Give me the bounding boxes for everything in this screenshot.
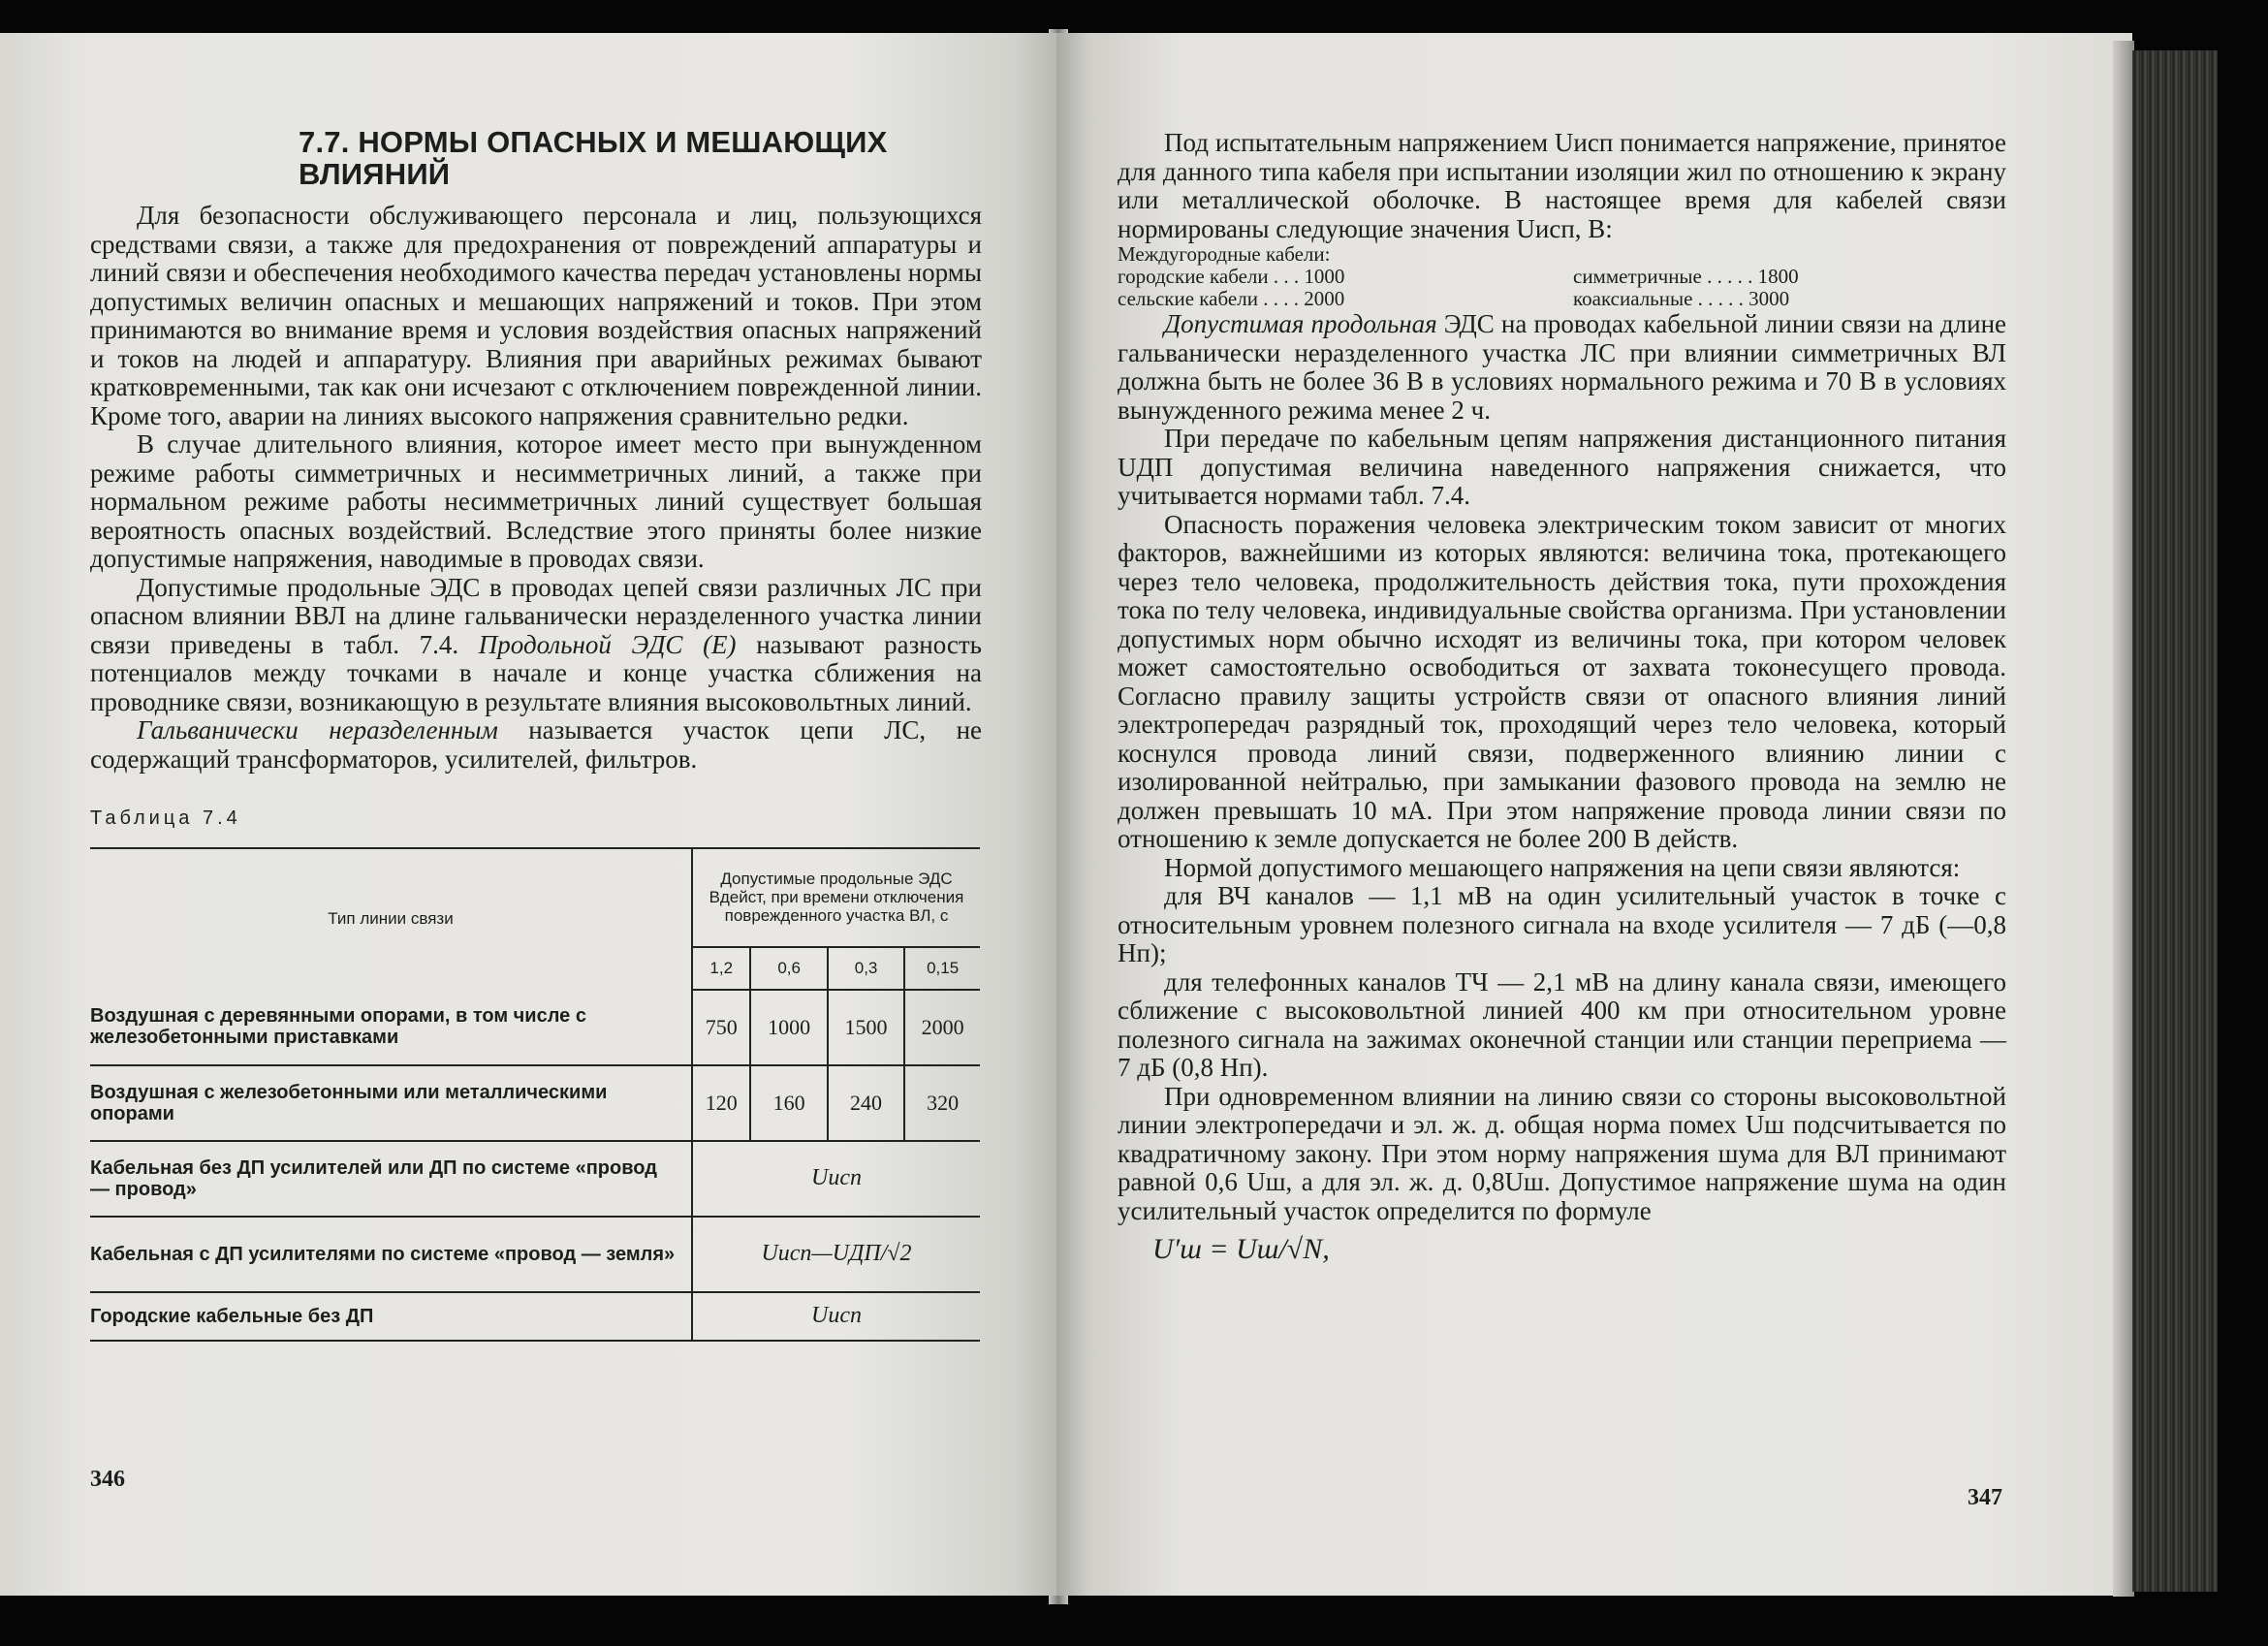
time-header: 1,2 [692,947,750,990]
row-span-value: Uисп [692,1292,980,1341]
row-span-value: Uисп [692,1141,980,1217]
page-block-edges [2132,50,2218,1592]
time-header: 0,3 [828,947,904,990]
time-header: 0,6 [750,947,827,990]
paragraph: При одновременном влиянии на линию связи со стороны высоковольтной линии электропередачи и эл. ж. д. общая норма помех Uш подсчитывается по квадратичному закону. При этом норму напряжения шума для ВЛ принимают равной 0,6 Uш, а для эл. ж. д. 0,8Uш. Допустимое напряжение шума на один усилительный участок определится по формуле [1118,1081,2006,1225]
paragraph: Опасность поражения человека электрическим током зависит от многих факторов, важнейшими из которых являются: величина тока, протекающего через тело человека, продолжительность действия тока, пути прохождения тока по телу человека, индивидуальные свойства организма. При установлении допустимых норм обычно исходят из величины тока, при котором человек может самостоятельно освободиться от захвата токонесущего провода. Согласно правилу защиты устройств связи от опасного влияния линий электропередач разрядный ток, проходящий через тело человека, который коснулся провода линий связи, подверженного влиянию линии с изолированной нейтралью, при замыкании фазового провода на землю не должен превышать 10 мА. При этом напряжение провода линии связи по отношению к земле допускается не более 200 В действ. [1118,509,2006,853]
row-type: Воздушная с деревянными опорами, в том числе с железобетонными приставками [90,990,692,1065]
intercity-row [1118,266,2006,288]
page-number: 347 [1968,1485,2002,1510]
paragraph-text: называют разность потенциалов между точками в начале и конце участка сближения на проводнике связи, возникающую в результате влияния высоковольтных линий. [90,629,982,716]
intercity-right: симметричные . . . . . 1800 [1573,265,1799,288]
row-value: 160 [750,1065,827,1141]
table-caption: Таблица 7.4 [90,807,241,829]
term-italic: Гальванически неразделенным [137,715,498,744]
formula: U′ш = Uш/√N, [1152,1233,1330,1265]
row-type: Городские кабельные без ДП [90,1292,692,1341]
page-edge-light [2113,41,2134,1597]
row-value: 240 [828,1065,904,1141]
row-value: 1000 [750,990,827,1065]
paragraph [90,574,982,717]
term-italic: Допустимая продольная [1164,309,1437,338]
term-italic: Продольной ЭДС (Е) [478,629,737,659]
intercity-left: сельские кабели . . . . 2000 [1118,287,1345,310]
paragraph: для ВЧ каналов — 1,1 мВ на один усилительный участок в точке с относительным уровнем полезного сигнала на входе усилителя — 7 дБ (—0,8 Нп); [1118,881,2006,967]
table-7-4 [90,847,980,1342]
row-value: 320 [904,1065,980,1141]
table-row [90,1217,980,1292]
paragraph-text: называется участок цепи ЛС, не содержащий трансформаторов, усилителей, фильтров. [90,715,982,774]
table-row [90,1292,980,1341]
paragraph: В случае длительного влияния, которое имеет место при вынужденном режиме работы симметричных и несимметричных линий, а также при нормальном режиме работы несимметричных линий существует большая вероятность опасных воздействий. Вследствие этого приняты более низкие допустимые напряжения, наводимые в проводах связи. [90,429,982,573]
row-span-value: Uисп—UДП/√2 [692,1217,980,1292]
paragraph [1118,310,2006,425]
table-row [90,1141,980,1217]
table-row [90,990,980,1065]
paragraph [90,716,982,774]
paragraph: Для безопасности обслуживающего персонала и лиц, пользующихся средствами связи, а также для предохранения от повреждений аппаратуры и линий связи и обеспечения необходимого качества передач установлены нормы допустимых величин опасных и мешающих напряжений и токов. При этом принимаются во внимание время и условия воздействия опасных напряжений и токов на людей и аппаратуру. Влияния при аварийных режимах бывают кратковременными, так как они исчезают с отключением поврежденной линии. Кроме того, аварии на линиях высокого напряжения сравнительно редки. [90,201,982,430]
paragraph: Нормой допустимого мешающего напряжения на цепи связи являются: [1164,852,1961,882]
row-type: Кабельная с ДП усилителями по системе «провод — земля» [90,1217,692,1292]
intercity-left: городские кабели . . . 1000 [1118,265,1345,288]
time-header: 0,15 [904,947,980,990]
row-value: 2000 [904,990,980,1065]
page-number: 346 [90,1467,125,1492]
row-type: Воздушная с железобетонными или металлическими опорами [90,1065,692,1141]
col-header-eds: Допустимые продольные ЭДС Вдейст, при времени отключения поврежденного участка ВЛ, с [692,848,980,947]
paragraph: для телефонных каналов ТЧ — 2,1 мВ на длину канала связи, имеющего сближение с высоковольтной линией 400 км при относительном уровне полезного сигнала на зажимах оконечной станции или станции переприема — 7 дБ (0,8 Нп). [1118,966,2006,1082]
paragraph: При передаче по кабельным цепям напряжения дистанционного питания UДП допустимая величина наведенного напряжения снижается, что учитывается нормами табл. 7.4. [1118,424,2006,510]
left-page-body [90,89,982,1342]
paragraph: Под испытательным напряжением Uисп понимается напряжение, принятое для данного типа кабеля при испытании изоляции жил по отношению к экрану или металлической оболочке. В настоящее время для кабелей связи нормированы следующие значения Uисп, В: [1118,128,2006,243]
intercity-heading: Междугородные кабели: [1118,242,1331,266]
section-title: 7.7. НОРМЫ ОПАСНЫХ И МЕШАЮЩИХ ВЛИЯНИЙ [299,125,888,191]
paragraph-text: Допустимые продольные ЭДС в проводах цепей связи различных ЛС при опасном влиянии ВВЛ на длине гальванически неразделенного участка линии связи приведены в табл. 7.4. [90,572,982,659]
row-type: Кабельная без ДП усилителей или ДП по системе «провод — провод» [90,1141,692,1217]
intercity-right: коаксиальные . . . . . 3000 [1573,287,1790,310]
intercity-row [1118,288,2006,310]
col-header-type: Тип линии связи [90,848,692,990]
row-value: 1500 [828,990,904,1065]
right-page-body [1118,129,2006,1264]
table-row [90,1065,980,1141]
row-value: 750 [692,990,750,1065]
paragraph-text: ЭДС на проводах кабельной линии связи на длине гальванически неразделенного участка ЛС при влиянии симметричных ВЛ должна быть не более 36 В в условиях нормального режима и 70 В в условиях вынужденного режима менее 2 ч. [1118,309,2006,425]
row-value: 120 [692,1065,750,1141]
